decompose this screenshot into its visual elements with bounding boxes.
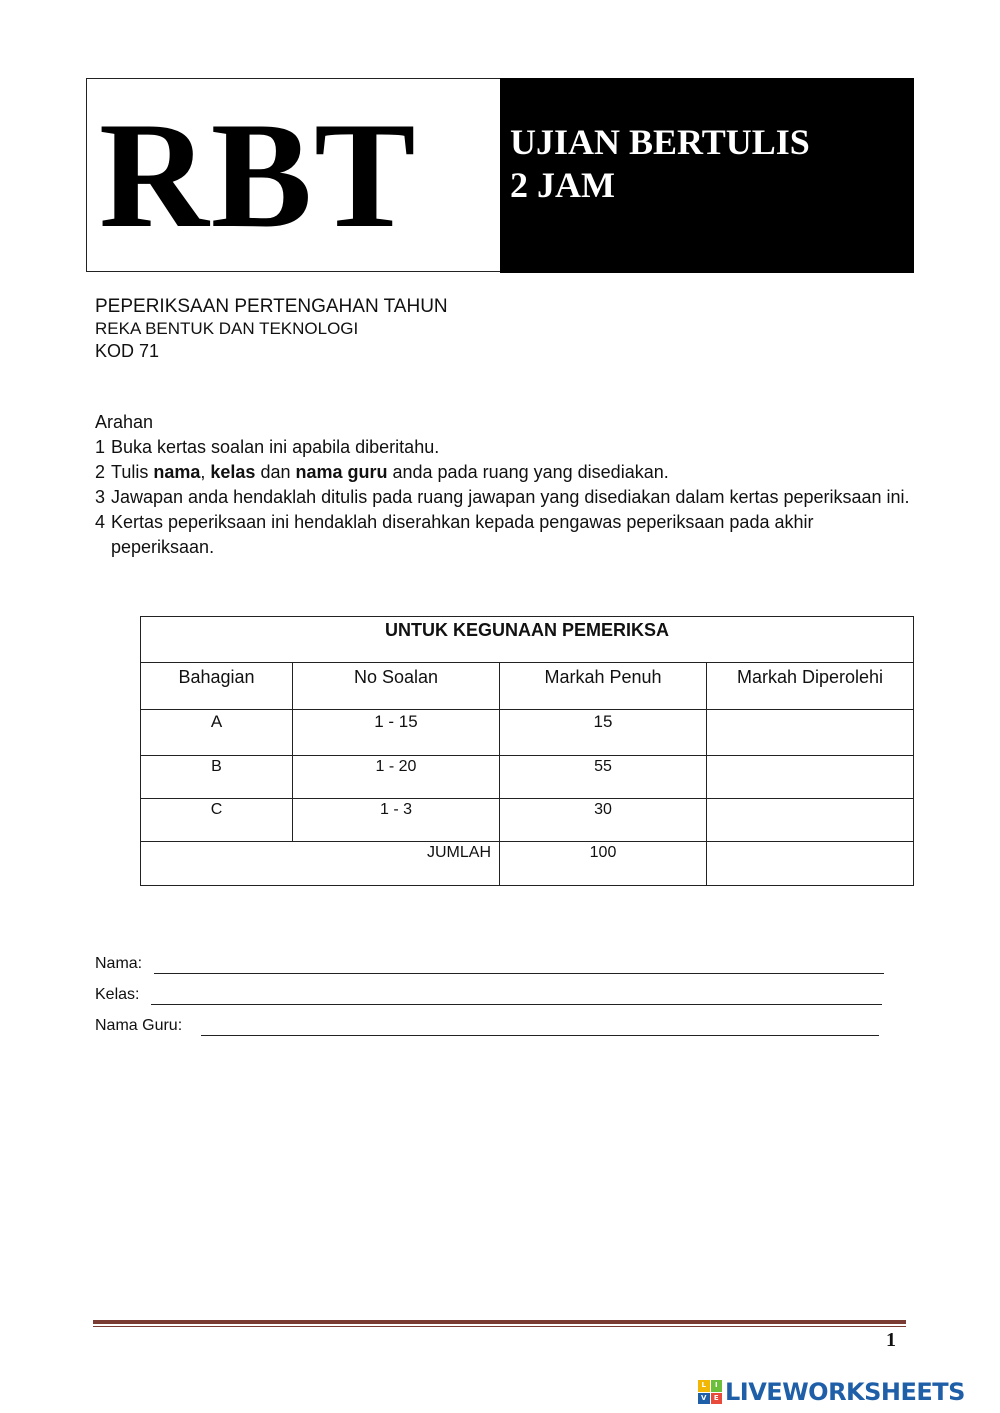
teacher-label: Nama Guru: bbox=[95, 1017, 183, 1034]
table-title-row bbox=[141, 617, 914, 663]
exam-type-panel bbox=[500, 78, 914, 273]
total-value: 100 bbox=[500, 842, 707, 886]
instruction-item: 2 Tulis nama, kelas dan nama guru anda pada ruang yang disediakan. bbox=[95, 462, 669, 482]
exam-duration: 2 JAM bbox=[510, 165, 615, 205]
table-header-row bbox=[141, 663, 914, 710]
marks-obtained-cell[interactable] bbox=[707, 799, 914, 842]
exam-meta bbox=[95, 296, 448, 362]
column-header: Markah Penuh bbox=[500, 663, 707, 710]
teacher-line[interactable] bbox=[201, 1035, 879, 1036]
liveworksheets-logo-icon: L I V E bbox=[698, 1380, 722, 1404]
subject-name: REKA BENTUK DAN TEKNOLOGI bbox=[95, 319, 359, 338]
brand-name: LIVEWORKSHEETS bbox=[725, 1378, 965, 1406]
table-title: UNTUK KEGUNAAN PEMERIKSA bbox=[141, 617, 914, 663]
column-header: Bahagian bbox=[141, 663, 293, 710]
liveworksheets-brand[interactable] bbox=[698, 1378, 965, 1406]
total-obtained-cell[interactable] bbox=[707, 842, 914, 886]
table-row: A 1 - 15 15 bbox=[141, 710, 914, 756]
class-label: Kelas: bbox=[95, 986, 140, 1003]
footer-rule bbox=[93, 1320, 906, 1324]
name-label: Nama: bbox=[95, 955, 143, 972]
class-line[interactable] bbox=[151, 1004, 882, 1005]
exam-type: UJIAN BERTULIS bbox=[510, 122, 810, 162]
table-row: C 1 - 3 30 bbox=[141, 799, 914, 842]
instruction-item: 1 Buka kertas soalan ini apabila diberitahu. bbox=[95, 437, 440, 457]
footer-rule-thin bbox=[93, 1326, 906, 1327]
column-header: Markah Diperolehi bbox=[707, 663, 914, 710]
table-total-row bbox=[141, 842, 914, 886]
name-line[interactable] bbox=[154, 973, 884, 974]
page-number: 1 bbox=[886, 1329, 896, 1351]
marks-obtained-cell[interactable] bbox=[707, 710, 914, 756]
exam-name: PEPERIKSAAN PERTENGAHAN TAHUN bbox=[95, 296, 448, 317]
subject-code: KOD 71 bbox=[95, 341, 160, 361]
exam-header bbox=[86, 78, 912, 272]
instructions-title: Arahan bbox=[95, 412, 154, 432]
marks-obtained-cell[interactable] bbox=[707, 756, 914, 799]
column-header: No Soalan bbox=[293, 663, 500, 710]
total-label: JUMLAH bbox=[141, 842, 500, 886]
instruction-item: 3 Jawapan anda hendaklah ditulis pada ruang jawapan yang disediakan dalam kertas peperiksaan ini. bbox=[95, 487, 910, 507]
instruction-item: 4 Kertas peperiksaan ini hendaklah diserahkan kepada pengawas peperiksaan pada akhir peperiksaan. bbox=[95, 512, 814, 557]
table-row: B 1 - 20 55 bbox=[141, 756, 914, 799]
subject-code-large: RBT bbox=[99, 91, 418, 259]
instructions bbox=[95, 411, 915, 560]
examiner-marks-table bbox=[140, 616, 914, 886]
